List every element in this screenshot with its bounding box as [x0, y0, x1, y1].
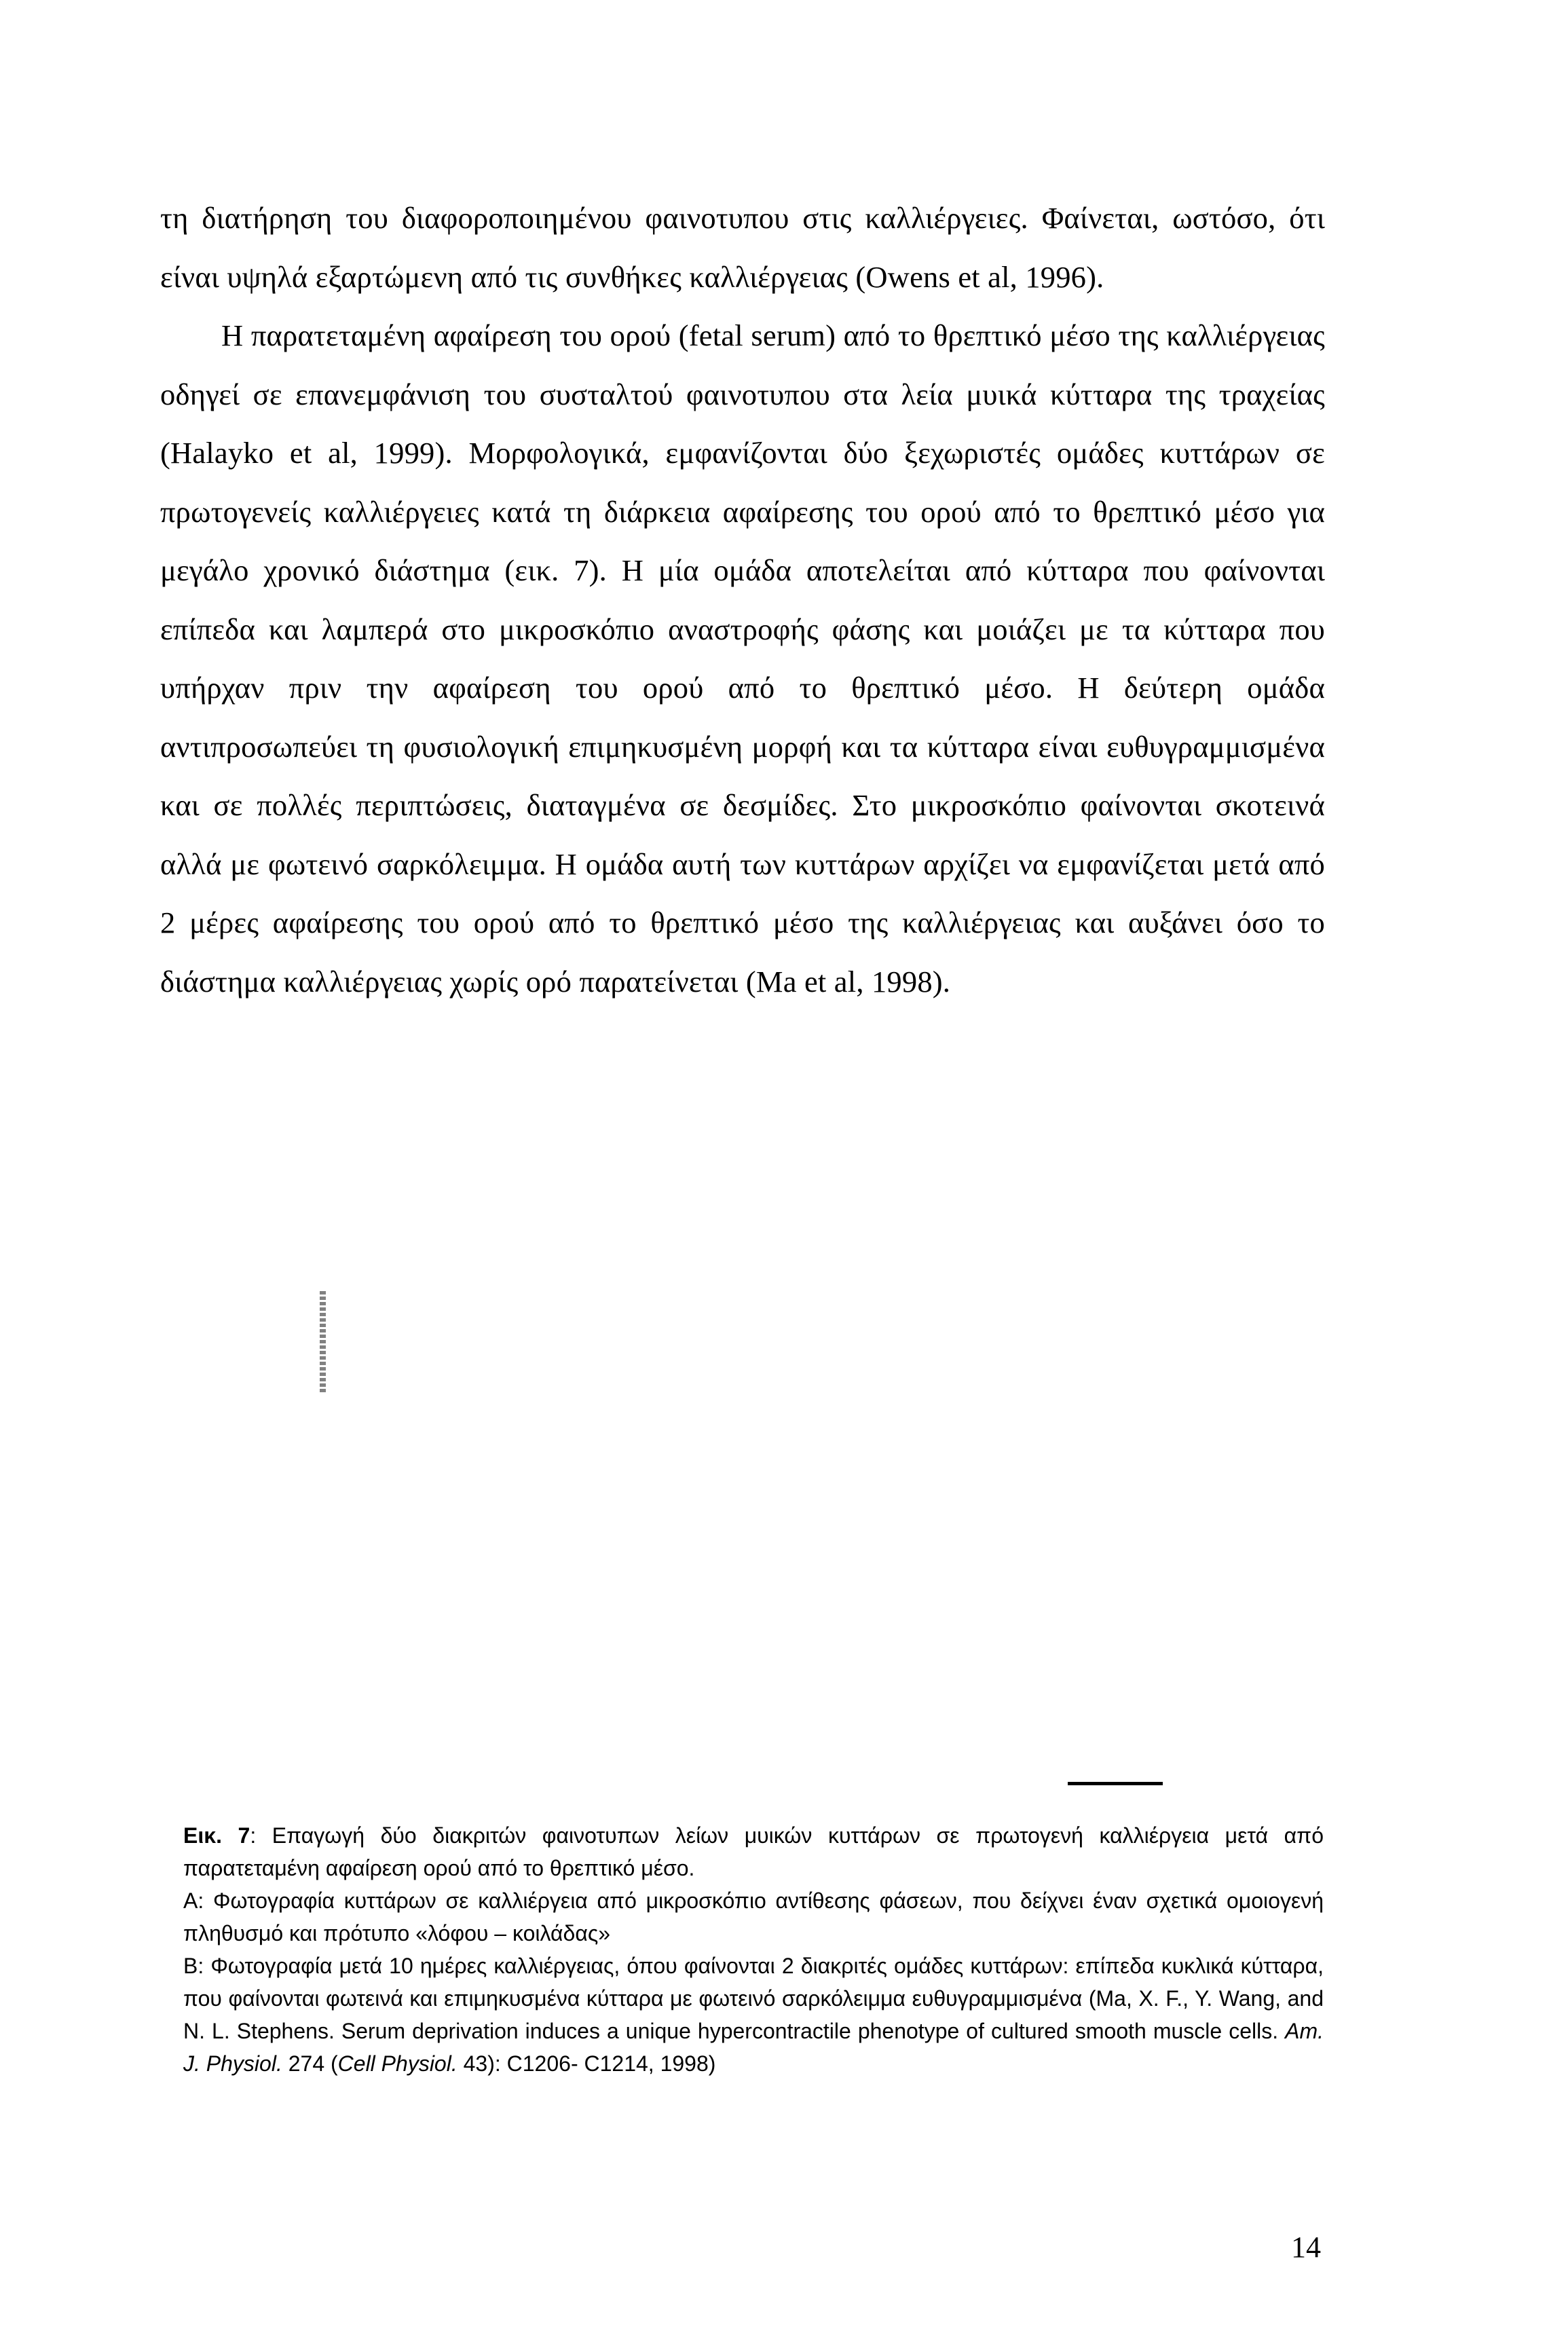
paragraph-2: Η παρατεταμένη αφαίρεση του ορού (fetal serum) από το θρεπτικό μέσο της καλλιέργειας οδηγεί σε επανεμφάνιση του συσταλτού φαινοτυπου στα λεία μυικά κύτταρα της τραχείας (Halayko et al, 1999). Μορφολογικά, εμφανίζονται δύο ξεχωριστές ομάδες κυττάρων σε πρωτογενείς καλλιέργειες κατά τη διάρκεια αφαίρεσης του ορού από το θρεπτικό μέσο για μεγάλο χρονικό διάστημα (εικ. 7). Η μία ομάδα αποτελείται από κύτταρα που φαίνονται επίπεδα και λαμπερά στο μικροσκόπιο αναστροφής φάσης και μοιάζει με τα κύτταρα που υπήρχαν πριν την αφαίρεση του ορού από το θρεπτικό μέσο. Η δεύτερη ομάδα αντιπροσωπεύει τη φυσιολογική επιμηκυσμένη μορφή και τα κύτταρα είναι ευθυγραμμισμένα και σε πολλές περιπτώσεις, διαταγμένα σε δεσμίδες. Στο μικροσκόπιο φαίνονται σκοτεινά αλλά με φωτεινό σαρκόλειμμα. Η ομάδα αυτή των κυττάρων αρχίζει να εμφανίζεται μετά από 2 μέρες αφαίρεσης του ορού από το θρεπτικό μέσο της καλλιέργειας και αυξάνει όσο το διάστημα καλλιέργειας χωρίς ορό παρατείνεται (Ma et al, 1998). [160, 318, 1325, 999]
caption-section: Cell Physiol. [337, 2051, 458, 2076]
figure-artifact [320, 1291, 326, 1394]
caption-part-b-text: Β: Φωτογραφία μετά 10 ημέρες καλλιέργειας, όπου φαίνονται 2 διακριτές ομάδες κυττάρων: επίπεδα κυκλικά κύτταρα, που φαίνονται φωτεινά και επιμηκυσμένα κύτταρα με φωτεινό σαρκόλειμμα ευθυγραμμισμένα (Ma, X. F., Y. Wang, and N. L. Stephens. Serum deprivation induces a unique hypercontractile phenotype of cultured smooth muscle cells. [183, 1954, 1324, 2043]
body-text [160, 189, 1325, 1011]
figure-caption [183, 1819, 1324, 2080]
caption-journal: Am. J. Physiol. [183, 2019, 1324, 2076]
caption-label: Εικ. 7 [183, 1823, 250, 1848]
caption-volume: 274 ( [282, 2051, 338, 2076]
caption-title-text: : Επαγωγή δύο διακριτών φαινοτυπων λείων μυικών κυττάρων σε πρωτογενή καλλιέργεια μετά από παρατεταμένη αφαίρεση ορού από το θρεπτικό μέσο. [183, 1823, 1324, 1880]
page-number: 14 [1291, 2231, 1321, 2264]
caption-title [183, 1819, 1324, 1884]
scale-bar [1068, 1782, 1163, 1785]
caption-part-b [183, 1950, 1324, 2080]
caption-part-a: Α: Φωτογραφία κυττάρων σε καλλιέργεια από μικροσκόπιο αντίθεσης φάσεων, που δείχνει έναν σχετικά ομοιογενή πληθυσμό και πρότυπο «λόφου – κοιλάδας» [183, 1888, 1324, 1945]
caption-pages: 43): C1206- C1214, 1998) [457, 2051, 716, 2076]
paragraph-1: τη διατήρηση του διαφοροποιημένου φαινοτυπου στις καλλιέργειες. Φαίνεται, ωστόσο, ότι είναι υψηλά εξαρτώμενη από τις συνθήκες καλλιέργειας (Owens et al, 1996). [160, 201, 1325, 294]
